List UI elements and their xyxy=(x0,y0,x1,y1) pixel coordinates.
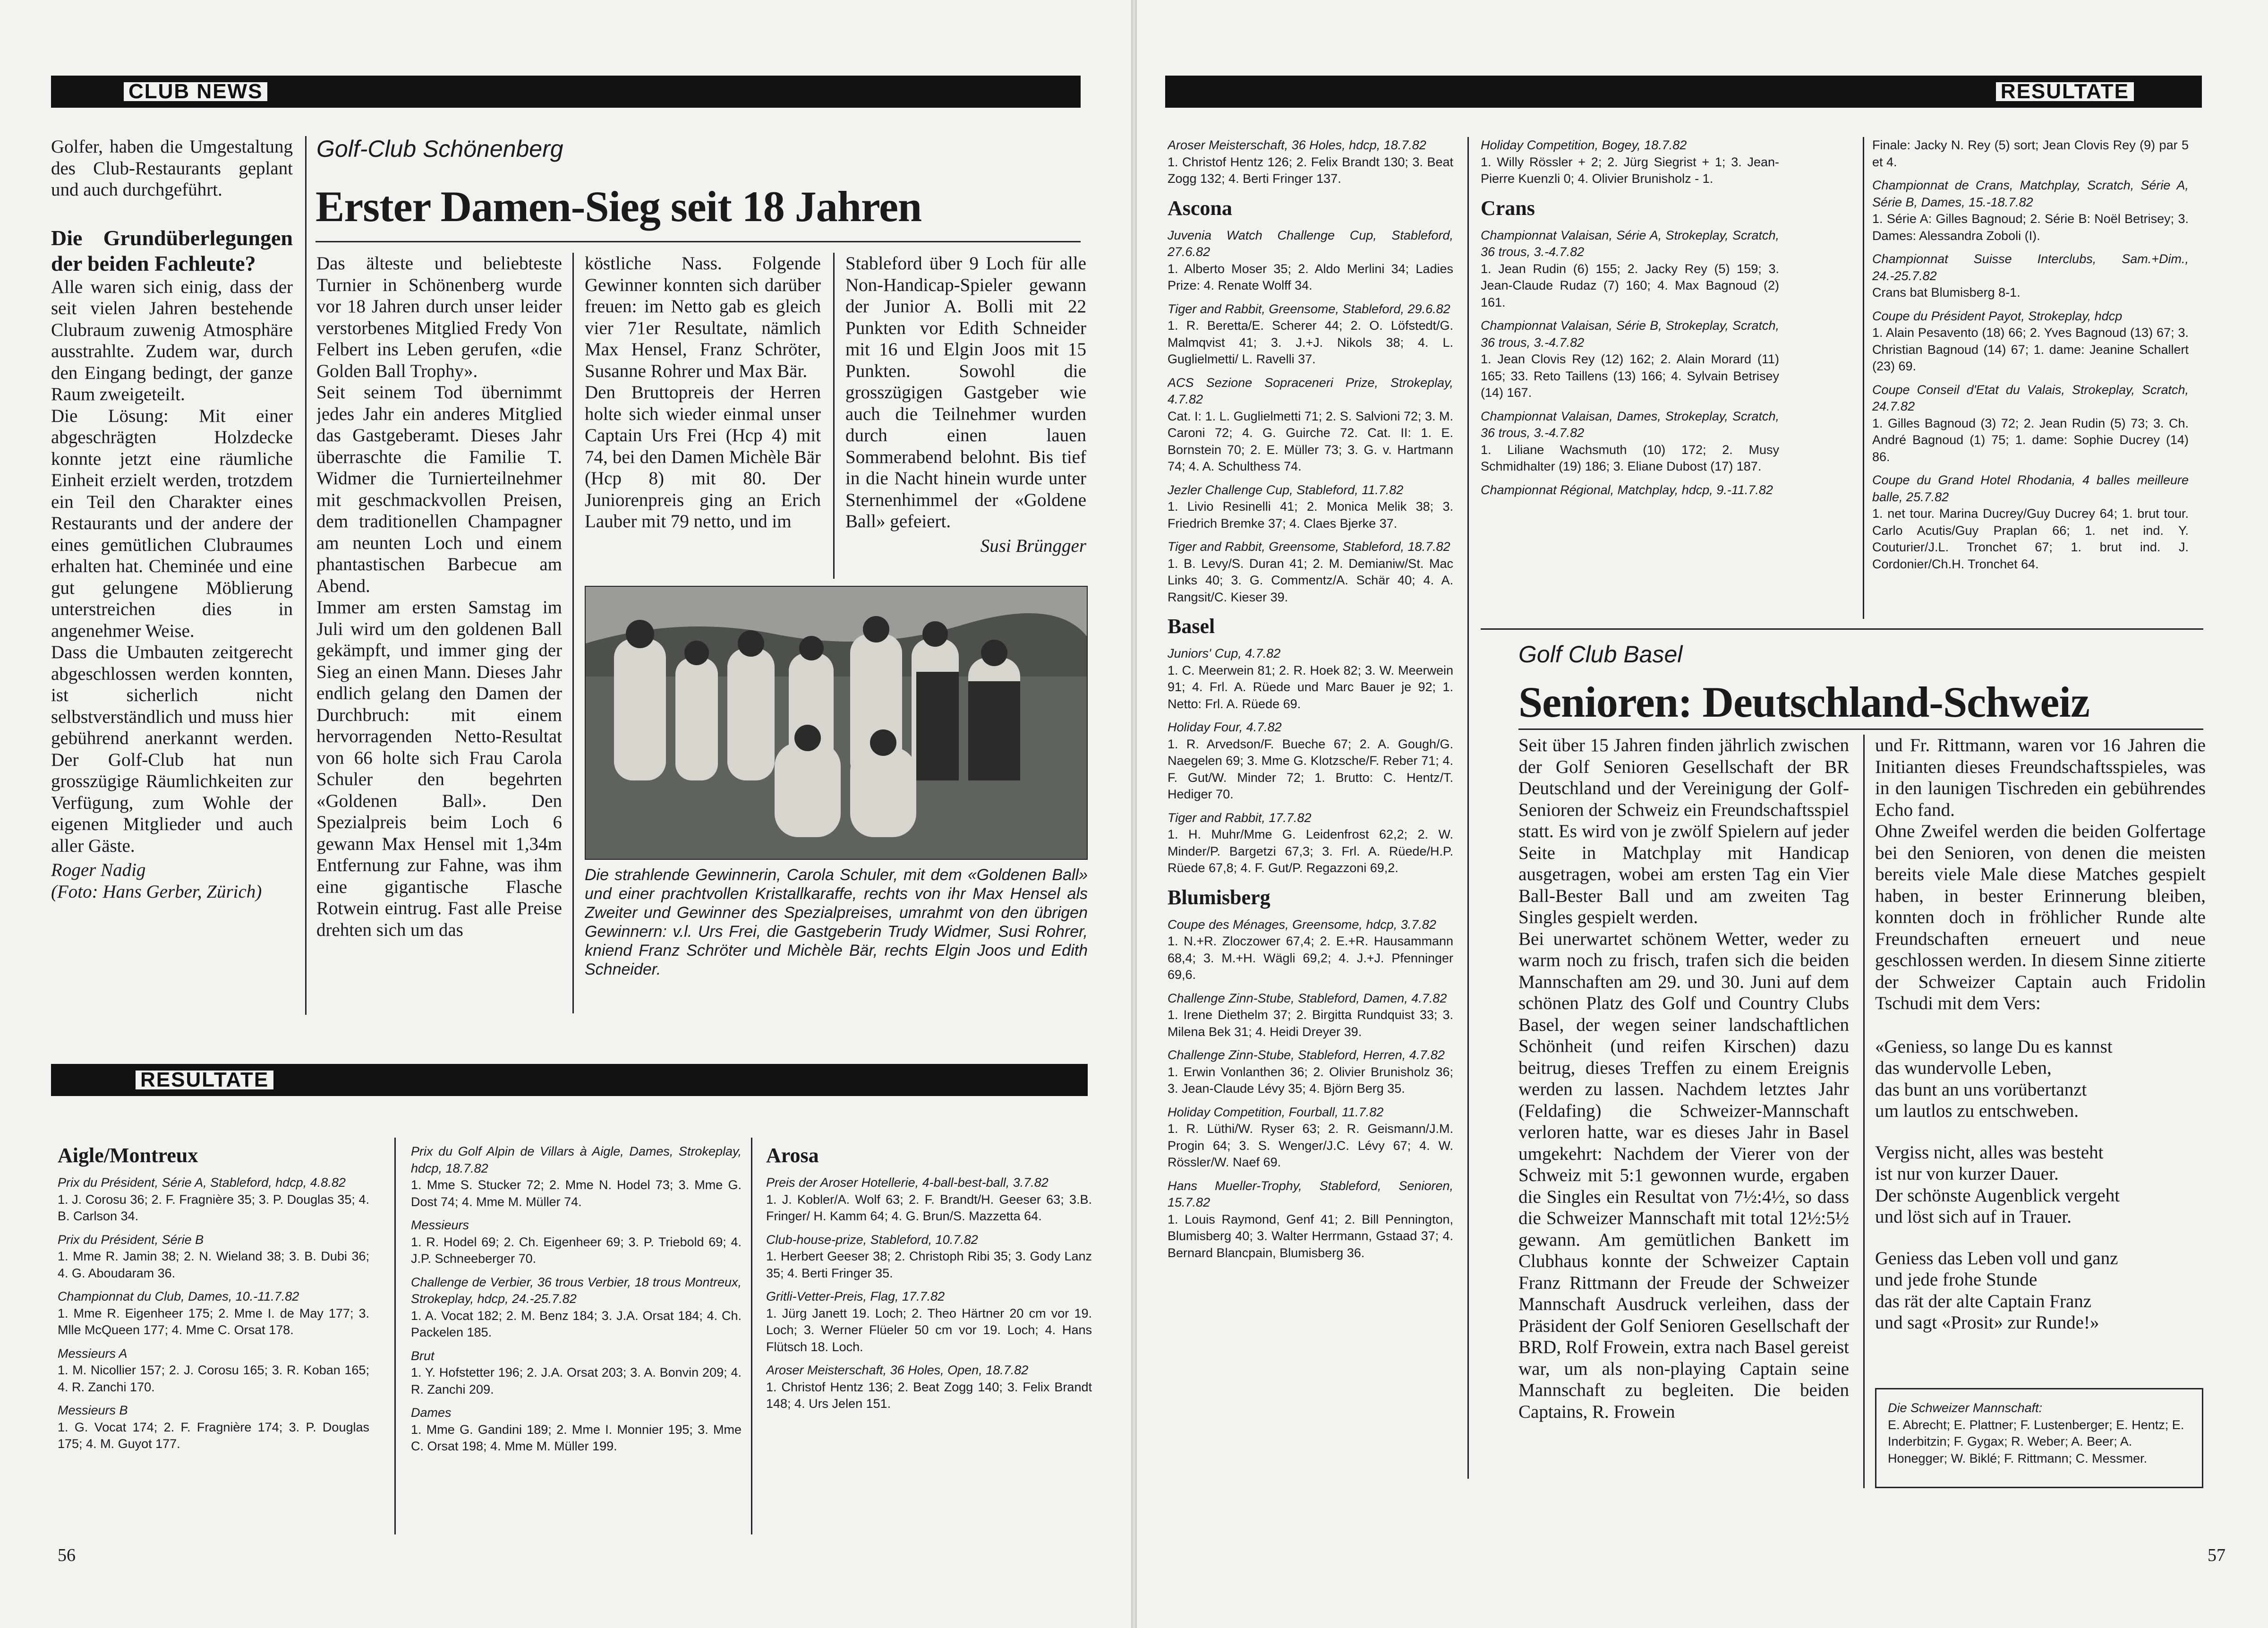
result-text: 1. Y. Hofstetter 196; 2. J.A. Orsat 203; 3. A. Bonvin 209; 4. R. Zanchi 209. xyxy=(411,1365,742,1397)
col1-photo-credit: (Foto: Hans Gerber, Zürich) xyxy=(51,881,262,902)
event-title: Holiday Competition, Fourball, 11.7.82 xyxy=(1168,1105,1384,1119)
event-title: Tiger and Rabbit, Greensome, Stableford, 18.7.82 xyxy=(1168,540,1450,554)
result-text: 1. R. Lüthi/W. Ryser 63; 2. R. Geismann/J.M. Progin 64; 3. S. Wenger/J.C. Lévy 67; 4. W. Rössler/W. Naef 69. xyxy=(1168,1122,1453,1169)
event-title: Prix du Golf Alpin de Villars à Aigle, Dames, Strokeplay, hdcp, 18.7.82 xyxy=(411,1144,742,1175)
event-title: Championnat du Club, Dames, 10.-11.7.82 xyxy=(58,1289,299,1303)
club-heading: Crans xyxy=(1481,196,1535,220)
column-rule xyxy=(833,253,835,579)
page-number: 56 xyxy=(58,1545,76,1565)
event-title: Messieurs A xyxy=(58,1346,128,1361)
swiss-team-box xyxy=(1875,1388,2203,1488)
article-headline: Erster Damen-Sieg seit 18 Jahren xyxy=(315,182,922,231)
result-text: Cat. I: 1. L. Guglielmetti 71; 2. S. Salvioni 72; 3. M. Caroni 72; 4. G. Guirche 72. Cat. II: 1. E. Bornstein 70; 2. E. Müller 73; 3. G. v. Hartmann 74; 4. A. Schulthess 74. xyxy=(1168,409,1453,473)
headline-rule xyxy=(1518,728,2203,730)
event-title: Challenge Zinn-Stube, Stableford, Herren, 4.7.82 xyxy=(1168,1048,1445,1062)
club-heading: Basel xyxy=(1168,615,1215,638)
article-column-2: Das älteste und beliebteste Turnier in Schönenberg wurde vor 18 Jahren durch unser leider verstorbenes Mitglied Fredy Von Felbert ins Leben gerufen, «die Golden Ball Trophy». Seit seinem Tod übernimmt jedes Jahr ein anderes Mitglied das Gastgeberamt. Dieses Jahr überraschte die Familie T. Widmer die Turnierteilnehmer mit geschmackvollen Preisen, dem traditionellen Champagner am neunten Loch und einem phantastischen Barbecue am Abend. Immer am ersten Samstag im Juli wird um den goldenen Ball gekämpft, und immer ging der Sieg an einen Mann. Dieses Jahr endlich gelang den Damen der Durchbruch: mit einem hervorragenden Netto-Resultat von 66 holte sich Frau Carola Schuler den begehrten «Goldenen Ball». Den Spezialpreis beim Loch 6 gewann Max Hensel mit 1,34m Entfernung zur Fahne, was ihm eine gigantische Flasche Rotwein eintrug. Fast alle Preise drehten sich um das xyxy=(316,253,562,940)
group-photo-image xyxy=(586,587,1088,860)
event-title: Challenge de Verbier, 36 trous Verbier, 18 trous Montreux, Strokeplay, hdcp, 24.-25.7.82 xyxy=(411,1275,742,1306)
result-text: 1. J. Kobler/A. Wolf 63; 2. F. Brandt/H. Geeser 63; 3.B. Fringer/ H. Kamm 64; 4. G. Brun/S. Mazzetta 64. xyxy=(766,1192,1092,1223)
center-gutter xyxy=(1131,0,1137,1628)
result-text: 1. Livio Resinelli 41; 2. Monica Melik 38; 3. Friedrich Bremke 37; 4. Claes Bjerke 37. xyxy=(1168,499,1453,531)
event-title: Aroser Meisterschaft, 36 Holes, hdcp, 18.7.82 xyxy=(1168,138,1426,152)
column-rule xyxy=(394,1138,396,1534)
event-title: Coupe du Président Payot, Strokeplay, hdcp xyxy=(1872,308,2123,323)
result-text: 1. Louis Raymond, Genf 41; 2. Bill Pennington, Blumisberg 40; 3. Walter Herrmann, Gstaad 37; 4. Bernard Blancpain, Blumisberg 36. xyxy=(1168,1212,1453,1260)
result-text: 1. Jürg Janett 19. Loch; 2. Theo Härtner 20 cm vor 19. Loch; 3. Werner Flüeler 50 cm vor 19. Loch; 4. Hans Flütsch 18. Loch. xyxy=(766,1306,1092,1354)
photo-caption: Die strahlende Gewinnerin, Carola Schuler, mit dem «Goldenen Ball» und einer prachtvollen Kristallkaraffe, rechts von ihr Max Hensel als Zweiter und Gewinner des Spezialpreises, umrahmt von den übrigen Gewinnern: v.l. Urs Frei, die Gastgeberin Trudy Widmer, Susi Rohrer, kniend Franz Schröter und Michèle Bär, rechts Elgin Joos und Edith Schneider. xyxy=(585,866,1088,978)
poem-stanza: «Geniess, so lange Du es kannst das wundervolle Leben, das bunt an uns vorübertanzt um lautlos zu entschweben. xyxy=(1875,1036,2113,1121)
result-text: 1. Mme R. Jamin 38; 2. N. Wieland 38; 3. B. Dubi 36; 4. G. Aboudaram 36. xyxy=(58,1249,369,1280)
result-text: 1. C. Meerwein 81; 2. R. Hoek 82; 3. W. Meerwein 91; 4. Frl. A. Rüede und Marc Bauer je 92; 1. Netto: Frl. A. Rüede 69. xyxy=(1168,663,1453,711)
event-title: Championnat de Crans, Matchplay, Scratch, Série A, Série B, Dames, 15.-18.7.82 xyxy=(1872,178,2189,209)
col4-author: Susi Brüngger xyxy=(980,535,1086,556)
result-text: 1. net tour. Marina Ducrey/Guy Ducrey 64; 1. brut tour. Carlo Acutis/Guy Praplan 66; 1. net ind. Y. Couturier/J.L. Tronchet 67; 1. brut ind. J. Cordonier/Ch.H. Tronchet 64. xyxy=(1872,506,2189,571)
result-text: 1. Série A: Gilles Bagnoud; 2. Série B: Noël Betrisey; 3. Dames: Alessandra Zoboli (I). xyxy=(1872,212,2189,243)
event-title: Club-house-prize, Stableford, 10.7.82 xyxy=(766,1232,978,1247)
article-headline: Senioren: Deutschland-Schweiz xyxy=(1518,678,2089,726)
poem-stanza: Vergiss nicht, alles was besteht ist nur von kurzer Dauer. Der schönste Augenblick vergeht und löst sich auf in Trauer. xyxy=(1875,1142,2120,1227)
result-text: 1. Christof Hentz 126; 2. Felix Brandt 130; 3. Beat Zogg 132; 4. Berti Fringer 137. xyxy=(1168,154,1453,186)
article-kicker: Golf-Club Schönenberg xyxy=(316,136,563,162)
event-title: Messieurs xyxy=(411,1218,469,1232)
event-title: Coupe Conseil d'Etat du Valais, Strokeplay, Scratch, 24.7.82 xyxy=(1872,382,2189,413)
event-title: Aroser Meisterschaft, 36 Holes, Open, 18.7.82 xyxy=(766,1363,1029,1377)
result-text: 1. Alain Pesavento (18) 66; 2. Yves Bagnoud (13) 67; 3. Christian Bagnoud (14) 67; 1. dame: Jeanine Schallert (23) 69. xyxy=(1872,326,2189,373)
event-title: Juniors' Cup, 4.7.82 xyxy=(1168,646,1281,660)
result-text: 1. Irene Diethelm 37; 2. Birgitta Rundquist 33; 3. Milena Bek 31; 4. Heidi Dreyer 39. xyxy=(1168,1008,1453,1039)
result-text: 1. Alberto Moser 35; 2. Aldo Merlini 34; Ladies Prize: 4. Renate Wolff 34. xyxy=(1168,261,1453,292)
result-text: 1. Mme S. Stucker 72; 2. Mme N. Hodel 73; 3. Mme G. Dost 74; 4. Mme M. Müller 74. xyxy=(411,1178,742,1209)
club-heading: Arosa xyxy=(766,1144,819,1167)
event-title: Tiger and Rabbit, Greensome, Stableford, 29.6.82 xyxy=(1168,301,1450,316)
results-label: RESULTATE xyxy=(1994,80,2136,103)
team-box-title: Die Schweizer Mannschaft: xyxy=(1888,1401,2043,1415)
page-number: 57 xyxy=(2208,1545,2225,1565)
event-title: Championnat Valaisan, Série A, Strokeplay, Scratch, 36 trous, 3.-4.7.82 xyxy=(1481,228,1779,259)
event-title: Holiday Four, 4.7.82 xyxy=(1168,720,1282,734)
left-page xyxy=(0,0,1131,1628)
result-text: 1. Erwin Vonlanthen 36; 2. Olivier Brunisholz 36; 3. Jean-Claude Lévy 35; 4. Björn Berg 35. xyxy=(1168,1064,1453,1096)
winners-group-photo xyxy=(585,586,1088,860)
results-label: RESULTATE xyxy=(134,1069,275,1091)
event-title: Challenge Zinn-Stube, Stableford, Damen, 4.7.82 xyxy=(1168,991,1447,1005)
club-heading: Aigle/Montreux xyxy=(58,1144,198,1167)
results-bar xyxy=(1165,76,2202,108)
event-title: Coupe des Ménages, Greensome, hdcp, 3.7.82 xyxy=(1168,917,1436,932)
result-text: 1. Liliane Wachsmuth (10) 172; 2. Musy Schmidhalter (19) 186; 3. Eliane Dubost (17) 187. xyxy=(1481,442,1779,473)
result-text: 1. Mme G. Gandini 189; 2. Mme I. Monnier 195; 3. Mme C. Orsat 198; 4. Mme M. Müller 199. xyxy=(411,1422,742,1453)
club-heading: Blumisberg xyxy=(1168,885,1270,909)
column-rule xyxy=(305,136,307,1015)
sub-heading: Die Grundüberlegungen der beiden Fachleute? xyxy=(51,225,293,275)
results-column-2 xyxy=(1481,137,1779,619)
result-text: 1. B. Levy/S. Duran 41; 2. M. Demianiw/St. Mac Links 40; 3. G. Commentz/A. Schär 40; 4. A. Rangsit/C. Kieser 39. xyxy=(1168,556,1453,604)
right-page xyxy=(1137,0,2268,1628)
result-text: 1. Herbert Geeser 38; 2. Christoph Ribi 35; 3. Gody Lanz 35; 4. Berti Fringer 35. xyxy=(766,1249,1092,1280)
team-box-body: E. Abrecht; E. Plattner; F. Lustenberger; E. Hentz; E. Inderbitzin; F. Gygax; R. Weber; A. Beer; A. Honegger; W. Biklé; F. Rittmann; C. Messmer. xyxy=(1888,1417,2184,1465)
event-title: Juvenia Watch Challenge Cup, Stableford, 27.6.82 xyxy=(1168,228,1453,259)
column-rule xyxy=(572,253,574,1013)
result-text: 1. R. Hodel 69; 2. Ch. Eigenheer 69; 3. P. Triebold 69; 4. J.P. Schneeberger 70. xyxy=(411,1234,742,1266)
col2-body: und Fr. Rittmann, waren vor 16 Jahren die Initianten dieses Freundschaftsspieles, was in den launigen Tischreden ein gebührendes Echo fand. Ohne Zweifel werden die beiden Golfertage bei den Senioren, von denen die meisten bereits viele Male diese Matches gespielt haben, in bester Erinnerung bleiben, konnten doch in fröhlicher Runde alte Freundschaften erneuert und neue geschlossen werden. In diesem Sinne zitierte der Schweizer Captain auch Fridolin Tschudi mit dem Vers: xyxy=(1875,735,2206,1013)
article-column-4 xyxy=(845,253,1086,579)
poem xyxy=(1875,1036,2206,1334)
result-text: 1. N.+R. Zloczower 67,4; 2. E.+R. Hausammann 68,4; 3. M.+H. Wägli 69,2; 4. J.+J. Pfenninger 69,6. xyxy=(1168,934,1453,982)
result-text: 1. Jean Rudin (6) 155; 2. Jacky Rey (5) 159; 3. Jean-Claude Rudaz (7) 160; 4. Max Bagnoud (2) 161. xyxy=(1481,261,1779,309)
result-text: 1. R. Arvedson/F. Bueche 67; 2. A. Gough/G. Naegelen 69; 3. Mme G. Klotzsche/F. Reber 71; 4. F. Gut/W. Minder 72; 1. Brutto: C. Hentz/T. Hediger 70. xyxy=(1168,737,1453,801)
results-column-1 xyxy=(1168,137,1453,1479)
result-text: 1. G. Vocat 174; 2. F. Fragnière 174; 3. P. Douglas 175; 4. M. Guyot 177. xyxy=(58,1420,369,1451)
headline-rule xyxy=(315,241,1081,242)
column-rule xyxy=(1863,735,1865,1488)
event-title: Championnat Valaisan, Dames, Strokeplay, Scratch, 36 trous, 3.-4.7.82 xyxy=(1481,409,1779,440)
event-title: Prix du Président, Série B xyxy=(58,1232,204,1247)
result-text: 1. Mme R. Eigenheer 175; 2. Mme I. de May 177; 3. Mlle McQueen 177; 4. Mme C. Orsat 178. xyxy=(58,1306,369,1337)
event-title: Jezler Challenge Cup, Stableford, 11.7.82 xyxy=(1168,482,1404,497)
result-text: Finale: Jacky N. Rey (5) sort; Jean Clovis Rey (9) par 5 et 4. xyxy=(1872,138,2189,169)
club-news-label: CLUB NEWS xyxy=(122,80,269,103)
article-column-2 xyxy=(1875,735,2206,1396)
event-title: Brut xyxy=(411,1348,435,1363)
result-text: 1. R. Beretta/E. Scherer 44; 2. O. Löfstedt/G. Malmqvist 41; 3. J.+J. Nikols 38; 4. L. Guglielmetti/ L. Ravelli 37. xyxy=(1168,318,1453,366)
event-title: Holiday Competition, Bogey, 18.7.82 xyxy=(1481,138,1687,152)
event-title: Messieurs B xyxy=(58,1403,128,1417)
result-text: 1. M. Nicollier 157; 2. J. Corosu 165; 3. R. Koban 165; 4. R. Zanchi 170. xyxy=(58,1363,369,1394)
event-title: Gritli-Vetter-Preis, Flag, 17.7.82 xyxy=(766,1289,945,1303)
result-text: 1. Christof Hentz 136; 2. Beat Zogg 140; 3. Felix Brandt 148; 4. Urs Jelen 151. xyxy=(766,1380,1092,1411)
article-column-3: köstliche Nass. Folgende Gewinner konnten sich darüber freuen: im Netto gab es gleich vier 71er Resultate, nämlich Max Hensel, Franz Schröter, Susanne Rohrer und Max Bär. Den Bruttopreis der Herren holte sich wieder einmal unser Captain Urs Frei (Hcp 4) mit 74, bei den Damen Michèle Bär (Hcp 8) mit 80. Der Juniorenpreis ging an Erich Lauber mit 79 netto, und im xyxy=(585,253,821,531)
column-rule xyxy=(1863,137,1864,619)
results-column-1 xyxy=(58,1143,369,1535)
article-column-1: Seit über 15 Jahren finden jährlich zwischen der Golf Senioren Gesellschaft der BR Deutschland und der Vereinigung der Golf-Senioren der Schweiz ein Freundschaftsspiel statt. Es wird von je zwölf Spielern auf jeder Seite in Matchplay mit Handicap ausgetragen, wobei am ersten Tag ein Vier Ball-Bester Ball und am zweiten Tag Singles gespielt werden. Bei unerwartet schönem Wetter, weder zu warm noch zu frisch, trafen sich die beiden Mannschaften am 29. und 30. Juni auf dem schönen Platz des Golf und Country Clubs Basel, der wegen seiner landschaftlichen Schönheit (und reifen Kirschen) dazu beitrug, dieses Treffen zu einem Ereignis werden zu lassen. Nachdem letztes Jahr (Feldafing) die Schweizer-Mannschaft verloren hatte, war es dieses Jahr in Basel umgekehrt: Nachdem der Vierer von der Schweiz mit 5:1 gewonnen wurde, ergaben die Singles ein Resultat von 7½:4½, so dass die Schweizer Mannschaft mit total 12½:5½ gewann. Am gemütlichen Bankett im Clubhaus konnte der Schweizer Captain Franz Rittmann der Freude der Schweizer Mannschaft Ausdruck verleihen, dass der Präsident der Golf Senioren Gesellschaft der BRD, Rolf Frowein, extra nach Basel gereist war, um als non-playing Captain seine Mannschaft zu begleiten. Die beiden Captains, R. Frowein xyxy=(1518,735,1849,1422)
column-rule xyxy=(1467,137,1469,1479)
event-title: Prix du Président, Série A, Stableford, hdcp, 4.8.82 xyxy=(58,1175,346,1190)
col1-body: Alle waren sich einig, dass der seit vielen Jahren bestehende Clubraum zuwenig Atmosphäre ausstrahlte. Zudem war, durch den Eingang bedingt, der ganze Raum zweigeteilt. Die Lösung: Mit einer abgeschrägten Holzdecke konnte jetzt eine räumliche Einheit erzielt werden, trotzdem ein Teil den Charakter eines Restaurants und der andere der eines gemütlichen Clubraumes erhalten hat. Cheminée und eine gut gelungene Möblierung unterstreichen dies in angenehmer Weise. Dass die Umbauten zeitgerecht abgeschlossen werden konnten, ist sicherlich nicht selbstverständlich und muss hier gebührend anerkannt werden. Der Golf-Club hat nun grosszügige Räumlichkeiten zur Verfügung, zum Wohle der eigenen Mitglieder und auch aller Gäste. xyxy=(51,276,293,856)
club-news-bar xyxy=(51,76,1081,108)
result-text: Crans bat Blumisberg 8-1. xyxy=(1872,285,2021,300)
column-rule xyxy=(751,1138,752,1534)
intro-text: Golfer, haben die Umgestaltung des Club-Restaurants geplant und auch durchgeführt. xyxy=(51,137,293,200)
col1-author: Roger Nadig xyxy=(51,860,146,880)
results-column-3 xyxy=(766,1143,1092,1535)
event-title: Championnat Régional, Matchplay, hdcp, 9.-11.7.82 xyxy=(1481,482,1773,497)
club-heading: Ascona xyxy=(1168,196,1232,220)
result-text: 1. A. Vocat 182; 2. M. Benz 184; 3. J.A. Orsat 184; 4. Ch. Packelen 185. xyxy=(411,1308,742,1339)
result-text: 1. H. Muhr/Mme G. Leidenfrost 62,2; 2. W. Minder/P. Bargetzi 67,3; 3. Frl. A. Rüede/H.P. Rüede 67,8; 4. F. Gut/P. Regazzoni 69,2. xyxy=(1168,827,1453,875)
club-restaurant-column xyxy=(51,136,293,1015)
result-text: 1. Willy Rössler + 2; 2. Jürg Siegrist + 1; 3. Jean-Pierre Kuenzli 0; 4. Olivier Brunisholz - 1. xyxy=(1481,154,1779,186)
event-title: Hans Mueller-Trophy, Stableford, Senioren, 15.7.82 xyxy=(1168,1178,1453,1209)
section-rule xyxy=(1481,628,2203,630)
event-title: ACS Sezione Sopraceneri Prize, Strokeplay, 4.7.82 xyxy=(1168,375,1453,406)
result-text: 1. J. Corosu 36; 2. F. Fragnière 35; 3. P. Douglas 35; 4. B. Carlson 34. xyxy=(58,1192,369,1223)
event-title: Dames xyxy=(411,1405,452,1420)
col4-body: Stableford über 9 Loch für alle Non-Handicap-Spieler gewann der Junior A. Bolli mit 22 Punkten vor Edith Schneider mit 16 und Elgin Joos mit 15 Punkten. Sowohl die grosszügigen Gastgeber wie auch die Teilnehmer wurden durch einen lauen Sommerabend belohnt. Bis tief in die Nacht hinein wurde unter Sternenhimmel der «Goldene Ball» gefeiert. xyxy=(845,253,1086,531)
event-title: Championnat Suisse Interclubs, Sam.+Dim., 24.-25.7.82 xyxy=(1872,252,2189,283)
result-text: 1. Gilles Bagnoud (3) 72; 2. Jean Rudin (5) 73; 3. Ch. André Bagnoud (1) 75; 1. dame: Sophie Ducrey (14) 86. xyxy=(1872,416,2189,464)
event-title: Tiger and Rabbit, 17.7.82 xyxy=(1168,810,1312,825)
article-kicker: Golf Club Basel xyxy=(1518,641,1683,668)
results-column-3 xyxy=(1872,137,2189,619)
results-bar xyxy=(51,1064,1088,1096)
results-column-2 xyxy=(411,1143,742,1535)
result-text: 1. Jean Clovis Rey (12) 162; 2. Alain Morard (11) 165; 33. Reto Taillens (13) 166; 4. Sylvain Betrisey (14) 167. xyxy=(1481,352,1779,400)
event-title: Championnat Valaisan, Série B, Strokeplay, Scratch, 36 trous, 3.-4.7.82 xyxy=(1481,318,1779,350)
poem-stanza: Geniess das Leben voll und ganz und jede frohe Stunde das rät der alte Captain Franz und sagt «Prosit» zur Runde!» xyxy=(1875,1248,2118,1333)
event-title: Preis der Aroser Hotellerie, 4-ball-best-ball, 3.7.82 xyxy=(766,1175,1049,1190)
event-title: Coupe du Grand Hotel Rhodania, 4 balles meilleure balle, 25.7.82 xyxy=(1872,473,2189,504)
